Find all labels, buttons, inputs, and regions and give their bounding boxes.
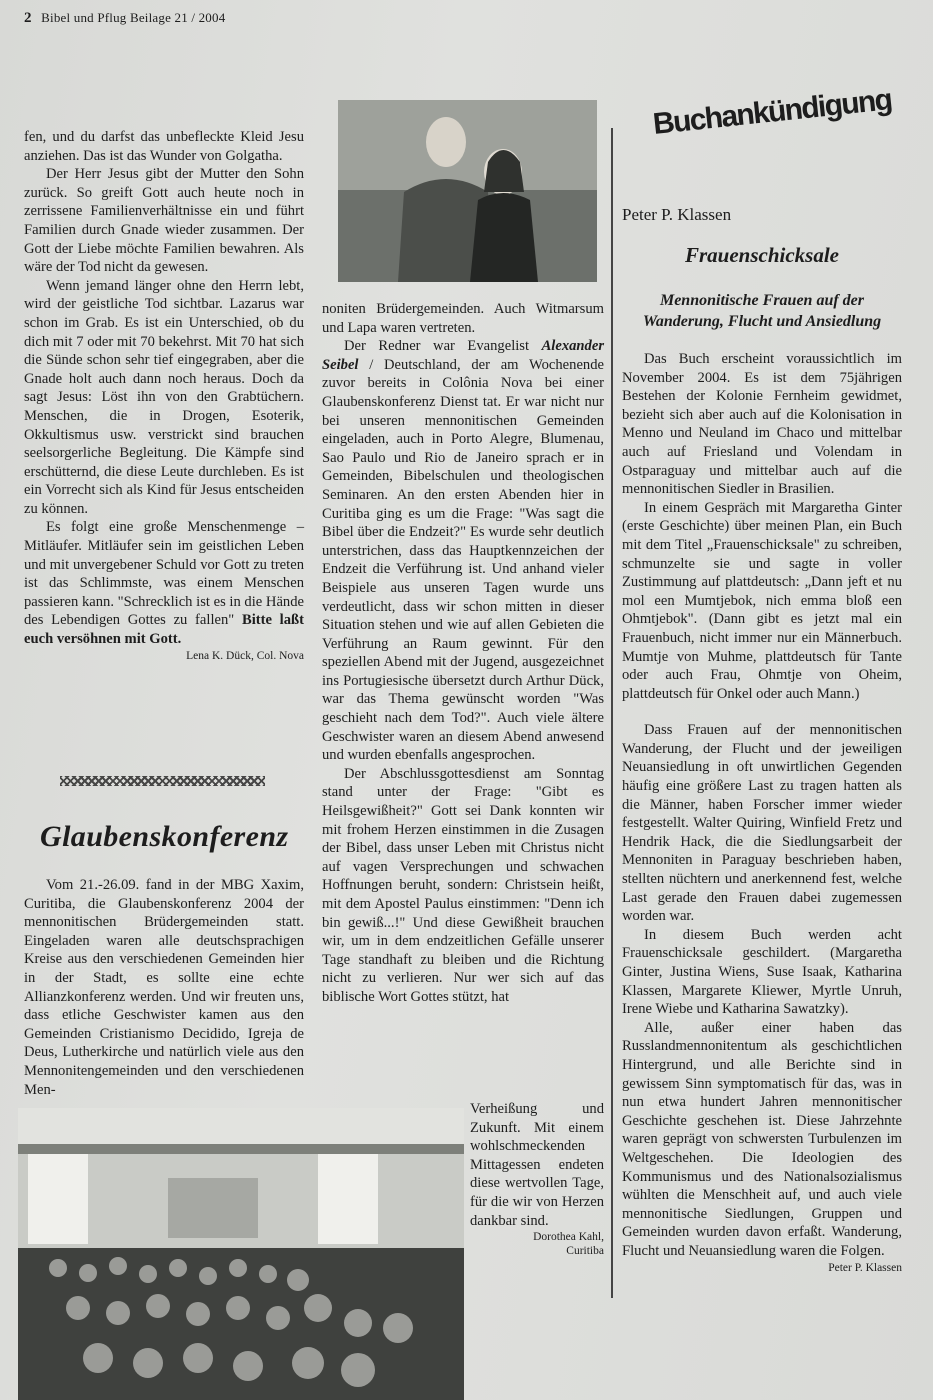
closing-appeal: Bitte laßt euch versöhnen mit Gott. bbox=[24, 612, 304, 648]
paragraph-text: / Deutschland, der am Wochenende zuvor bereits in Colônia Nova bei einer Glaubenskonferenz Dienst tat. Er war nicht nur bei unseren mennonitischen Gemeinden eingeladen, auch in Porto Alegre, Blumenau, Sao Paulo und Rio de Janeiro sprach er in Gemeinden, Bibelschulen und theologischen Seminaren. An den ersten Abenden hier in Curitiba ging es um die Frage: "Was sagt die Bibel über die Endzeit?" Es wurde sehr deutlich unterstrichen, dass das Hauptkennzeichen der Endzeit die Verführung ist. Und anhand vieler Beispiele aus unseren Tagen wurde uns verdeutlicht, dass wir schon mitten in dieser Situation stehen und wie auf allen Gebieten die Verführung an Raum gewinnt. Für den speziellen Abend mit der Jugend, ausgezeichnet ins Portugiesische übersetzt durch Arthur Dück, war das Thema gewünscht worden "Was geschieht nach dem Tod?". Auch viele ältere Geschwister waren an diesem Abend anwesend und wurden ebenfalls angesprochen. bbox=[322, 356, 604, 764]
paragraph: In diesem Buch werden acht Frauenschicksale geschildert. (Margaretha Ginter, Justina Wiens, Suse Isaak, Katharina Klassen, Margarete Kliewer, Myrtle Unruh, Irene Wiebe und Katharina Sawatzky). bbox=[622, 926, 902, 1018]
conference-article-continuation bbox=[322, 300, 604, 1007]
photo-illustration bbox=[18, 1108, 464, 1400]
running-title: Bibel und Pflug Beilage 21 / 2004 bbox=[41, 10, 226, 25]
paragraph: Der Abschlussgottesdienst am Sonntag stand unter der Frage: "Gibt es Heilsgewißheit?" Gott sei Dank konnten wir mit frohem Herzen einstimmen in die Zusagen der Bibel, dass unser Leben mit Christus nicht auf vagen Versprechungen und schwachen Hoffnungen beruht, sondern: Christsein heißt, mit dem Apostel Paulus einstimmen: "Denn ich bin gewiß...!" Und diese Gewißheit brauchen wir, um in dem endzeitlichen Gefälle unserer Tage standhaft zu bleiben und die Richtung nicht zu verlieren. Nur wer sich auf das biblische Wort Gottes stützt, hat bbox=[322, 765, 604, 1005]
paragraph-text: Es folgt eine große Menschenmenge – Mitläufer. Mitläufer sein im geistlichen Leben und mit unvergebener Schuld vor Gott zu treten ist das Schlimmste, was einem Menschen passieren kann. "Schrecklich ist es in die Hände des Lebendigen Gottes zu fallen" bbox=[24, 519, 304, 629]
paragraph: fen, und du darfst das unbefleckte Kleid Jesu anziehen. Das ist das Wunder von Golgatha. bbox=[24, 129, 304, 164]
paragraph: Alle, außer einer haben das Russlandmennonitentum als geschichtlichen Hintergrund, und alle Berichte sind in gewissem Sinn symptomatisch für das, was in nun etwa hundert Jahren mennonitischer Geschichte geschehen ist. Diese Jahrzehnte waren geprägt von schwersten Turbulenzen im Weltgeschehen. Die Ideologien des Kommunismus und des Nationalsozialismus wühlten die Menschheit auf, und auch viele mennonitische Siedlungen, Gruppen und Gemeinden wurden davon erfaßt. Wanderung, Flucht und Neuansiedlung waren die Folgen. bbox=[622, 1019, 902, 1259]
paragraph: Wenn jemand länger ohne den Herrn lebt, wird der geistliche Tod sichtbar. Lazarus war schon im Grab. Es ist ein Unterschied, ob du dich mit 7 oder mit 70 bekehrst. Mit 70 hat sich die Sünde schon sehr tief eingegraben, aber die Gnade holt auch dann noch heraus. Doch da sagt Jesus: Löst ihn von den Grabtüchern. Menschen, die in Drogen, Esoterik, Okkultismus usw. verstrickt sind brauchen seelsorgerliche Begleitung. Die Kämpfe sind erschütternd, die diese Leute durchleben. Es ist ein Vorrecht sich als Kind für Jesus entscheiden zu können. bbox=[24, 277, 304, 517]
running-header bbox=[24, 10, 225, 27]
paragraph: Das Buch erscheint voraussichtlich im November 2004. Es ist dem 75jährigen Bestehen der Kolonie Fernheim gewidmet, bezieht sich aber auch auf die Kolonisation in Menno und Neuland im Chaco und mittelbar auch auf Friesland und Volendam in Ostparaguay und mittelbar auch auf die mennonitischen Siedler in Brasilien. bbox=[622, 351, 902, 498]
paragraph: noniten Brüdergemeinden. Auch Witmarsum und Lapa waren vertreten. bbox=[322, 301, 604, 336]
paragraph: Vom 21.-26.09. fand in der MBG Xaxim, Curitiba, die Glaubenskonferenz 2004 der mennonitischen Brüdergemeinden statt. Eingeladen waren alle deutschsprachigen Kreise aus den verschiedenen Gemeinden hier in der Stadt, es sollte eine echte Allianzkonferenz werden. Und wir freuten uns, dass etliche Geschwister kamen aus den Gemeinden Cristianismo Decidido, Igreja de Deus, Lutherkirche und natürlich viele aus den Mennonitengemeinden und den verschiedenen Men- bbox=[24, 877, 304, 1098]
article-signature: Peter P. Klassen bbox=[828, 1261, 902, 1274]
conference-article-start bbox=[24, 876, 304, 1099]
conference-article-end bbox=[470, 1100, 604, 1258]
page-number: 2 bbox=[24, 10, 32, 26]
paragraph bbox=[24, 518, 304, 648]
paragraph bbox=[322, 337, 604, 765]
paragraph: Der Herr Jesus gibt der Mutter den Sohn zurück. So greift Gott auch heute noch in zerrissene Familienverhältnisse ein und führt Familien durch Gnade wieder zusammen. Der Gott der Liebe möchte Familien bewahren. Als wäre der Tod nicht da gewesen. bbox=[24, 166, 304, 276]
book-announcement-text bbox=[622, 350, 902, 1275]
book-title: Frauenschicksale bbox=[684, 243, 839, 267]
speaker-name: Alexander Seibel bbox=[322, 338, 604, 373]
photo-illustration bbox=[338, 100, 597, 282]
column-rule bbox=[611, 128, 613, 1298]
section-heading: Glaubenskonferenz bbox=[40, 820, 289, 853]
conference-audience-photo bbox=[18, 1108, 464, 1400]
paragraph: In einem Gespräch mit Margaretha Ginter (erste Geschichte) über meinen Plan, ein Buch mit dem Titel „Frauenschicksale" zu schreiben, schmunzelte sie und sagte in voller Zustimmung auf plattdeutsch: „Dann jeft et nu mol een Mumtjebok, nich emma bloß een Ohmtjebok". (Dann gibt es jetzt mal ein Frauenbuch, nicht immer nur ein Männerbuch. Mumtje von Muhme, plattdeutsch für Tante oder auch Frau, Ohmtje von Oheim, plattdeutsch für Onkel oder auch Mann.) bbox=[622, 499, 902, 702]
article-signature: Lena K. Dück, Col. Nova bbox=[186, 649, 304, 662]
article-continuation bbox=[24, 128, 304, 663]
paragraph: Verheißung und Zukunft. Mit einem wohlschmeckenden Mittagessen endeten diese wertvollen Tage, für die wir von Herzen dankbar sind. bbox=[470, 1101, 604, 1229]
signature-place: Curitiba bbox=[566, 1245, 604, 1258]
signature-name: Dorothea Kahl, bbox=[533, 1231, 604, 1244]
book-announcement-banner: Buchankündigung bbox=[651, 83, 893, 142]
paragraph: Dass Frauen auf der mennonitischen Wanderung, der Flucht und der jeweiligen Neuansiedlung in oft unwirtlichen Gegenden häufig eine größere Last zu tragen hatten als die Männer, haben Forscher immer wieder festgestellt. Walter Quiring, Winfield Fretz und Hendrik Hack, die die Siedlungsarbeit der Mennoniten in Paraguay beschrieben haben, stellten nüchtern und anerkennend fest, welche Last gerade den Frauen dabei zugemessen worden war. bbox=[622, 722, 902, 925]
ornamental-divider bbox=[60, 776, 265, 786]
book-subtitle: Mennonitische Frauen auf der Wanderung, Flucht und Ansiedlung bbox=[642, 292, 882, 330]
article-signature bbox=[470, 1230, 604, 1258]
speaker-couple-photo bbox=[338, 100, 597, 282]
book-author: Peter P. Klassen bbox=[622, 205, 732, 224]
paragraph-text: Der Redner war Evangelist bbox=[344, 338, 530, 355]
